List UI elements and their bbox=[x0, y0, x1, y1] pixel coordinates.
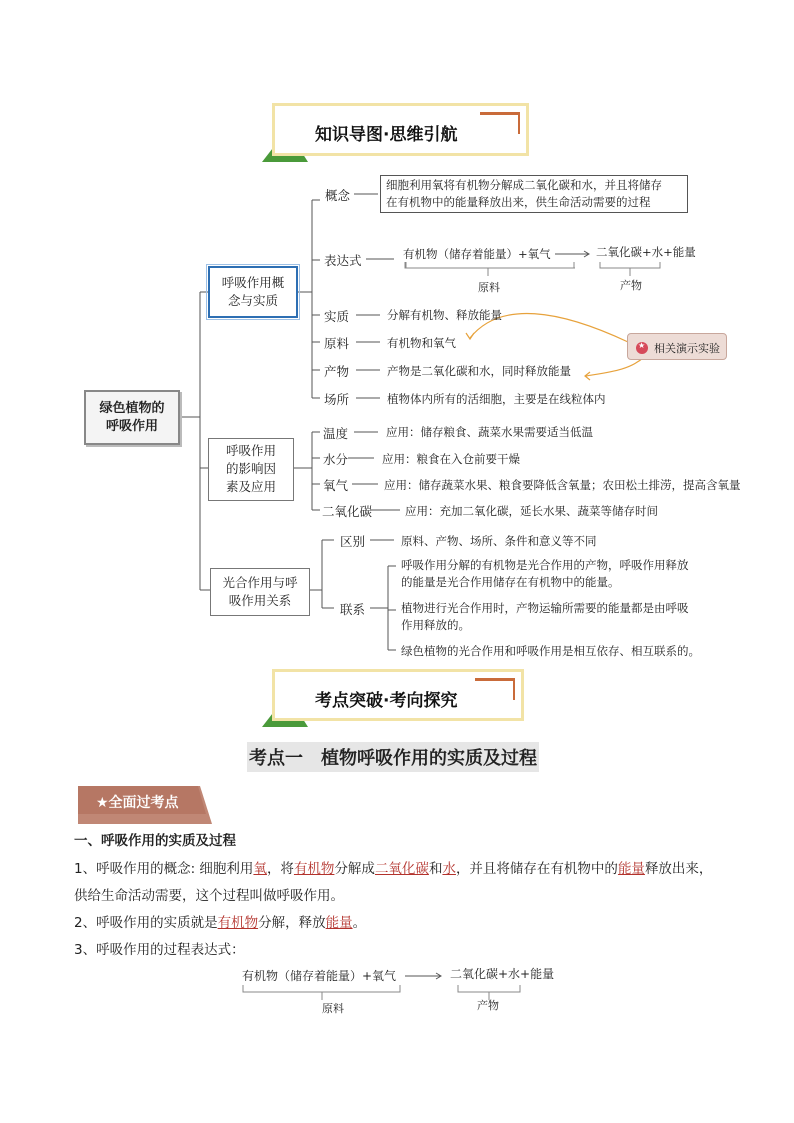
paragraph-1-cont: 供给生命活动需要，这个过程叫做呼吸作用。 bbox=[74, 888, 344, 904]
essence-label: 实质 bbox=[324, 309, 350, 324]
expression-product: 产物 bbox=[620, 279, 642, 292]
expression-left: 有机物（储存着能量）+氧气 bbox=[403, 247, 551, 261]
link-text-3: 绿色植物的光合作用和呼吸作用是相互依存、相互联系的。 bbox=[401, 644, 700, 658]
factor-co2-label: 二氧化碳 bbox=[322, 504, 373, 519]
link-label: 联系 bbox=[340, 602, 366, 617]
mindmap-banner-title: 知识导图·思维引航 bbox=[315, 125, 458, 145]
factor-water-text: 应用：粮食在入仓前要干燥 bbox=[382, 452, 520, 466]
concept-definition: 细胞利用氧将有机物分解成二氧化碳和水，并且将储存 在有机物中的能量释放出来，供生命活动需要的过程 bbox=[380, 175, 688, 213]
formula-raw: 原料 bbox=[322, 1002, 344, 1015]
factor-temperature-label: 温度 bbox=[323, 426, 349, 441]
mindmap-root[interactable]: 绿色植物的呼吸作用 bbox=[84, 390, 180, 445]
branch-factors-node[interactable]: 呼吸作用 的影响因 素及应用 bbox=[208, 438, 294, 501]
difference-text: 原料、产物、场所、条件和意义等不同 bbox=[401, 534, 597, 548]
branch-relation-node[interactable]: 光合作用与呼 吸作用关系 bbox=[210, 568, 310, 616]
branch-concept-node[interactable]: 呼吸作用概念与实质 bbox=[208, 266, 298, 318]
raw-label: 原料 bbox=[324, 336, 350, 351]
difference-label: 区别 bbox=[340, 534, 366, 549]
place-label: 场所 bbox=[324, 392, 350, 407]
essence-text: 分解有机物、释放能量 bbox=[387, 308, 502, 322]
subheading: 一、呼吸作用的实质及过程 bbox=[74, 833, 236, 849]
expression-label: 表达式 bbox=[324, 253, 362, 268]
link-text-2: 植物进行光合作用时，产物运输所需要的能量都是由呼吸 作用释放的。 bbox=[401, 601, 689, 632]
paragraph-3: 3、呼吸作用的过程表达式： bbox=[74, 942, 245, 958]
factor-temperature-text: 应用：储存粮食、蔬菜水果需要适当低温 bbox=[386, 425, 593, 439]
expression-raw: 原料 bbox=[478, 281, 500, 294]
product-label: 产物 bbox=[324, 364, 350, 379]
factor-oxygen-label: 氧气 bbox=[323, 478, 349, 493]
product-text: 产物是二氧化碳和水，同时释放能量 bbox=[387, 364, 571, 378]
raw-text: 有机物和氧气 bbox=[387, 336, 456, 350]
section-title: 考点一 植物呼吸作用的实质及过程 bbox=[247, 742, 539, 772]
factor-co2-text: 应用：充加二氧化碳，延长水果、蔬菜等储存时间 bbox=[405, 504, 658, 518]
paragraph-2: 2、呼吸作用的实质就是有机物分解，释放能量。 bbox=[74, 915, 367, 931]
paragraph-1: 1、呼吸作用的概念: 细胞利用氧，将有机物分解成二氧化碳和水，并且将储存在有机物中的能量释放出来， bbox=[74, 861, 713, 877]
formula-right: 二氧化碳+水+能量 bbox=[450, 967, 555, 981]
factor-water-label: 水分 bbox=[323, 452, 349, 467]
concept-label: 概念 bbox=[325, 188, 351, 203]
expression-right: 二氧化碳+水+能量 bbox=[596, 245, 696, 259]
link-text-1: 呼吸作用分解的有机物是光合作用的产物，呼吸作用释放 的能量是光合作用储存在有机物中的能量。 bbox=[401, 558, 689, 589]
formula-left: 有机物（储存着能量）+氧气 bbox=[242, 969, 397, 983]
place-text: 植物体内所有的活细胞，主要是在线粒体内 bbox=[387, 392, 606, 406]
demo-experiment-tag[interactable]: ★ 相关演示实验 bbox=[627, 333, 727, 360]
formula-product: 产物 bbox=[477, 999, 499, 1012]
factor-oxygen-text: 应用：储存蔬菜水果、粮食要降低含氧量；农田松土排涝，提高含氧量 bbox=[384, 478, 741, 492]
overview-tab[interactable]: ★全面过考点 bbox=[78, 786, 212, 824]
exam-banner-title: 考点突破·考向探究 bbox=[315, 691, 458, 711]
